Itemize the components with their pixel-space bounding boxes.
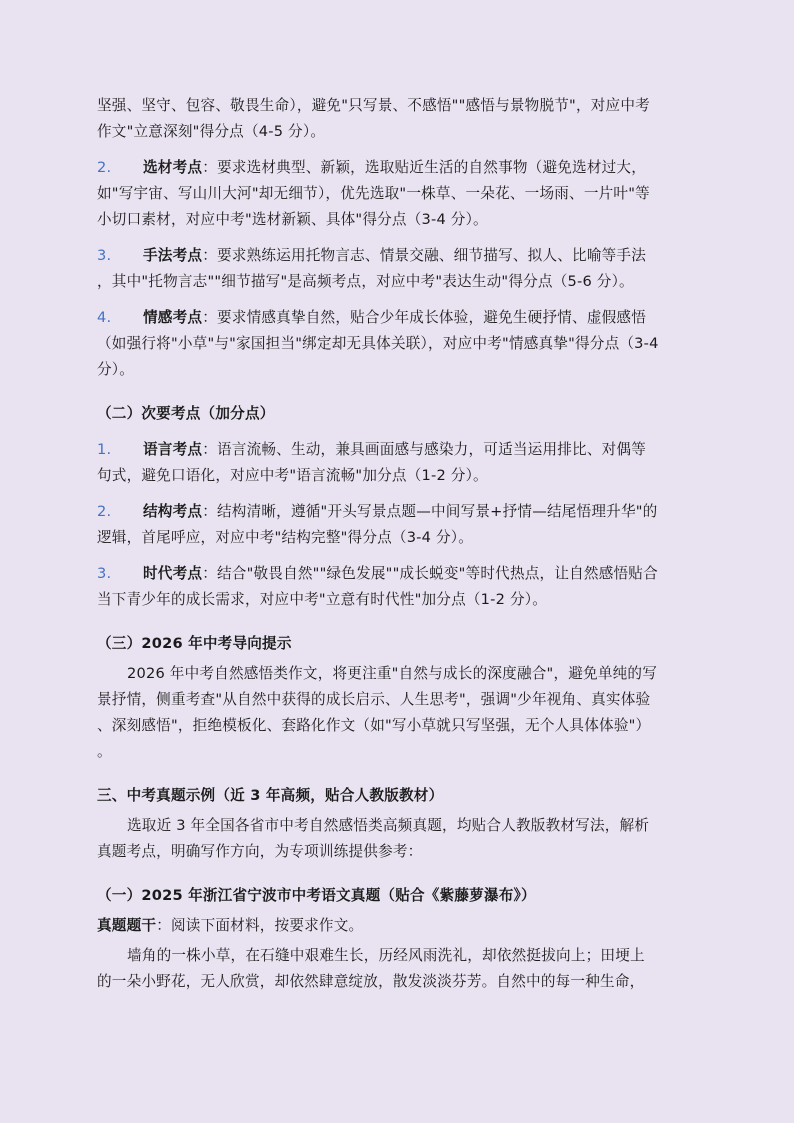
text-line: 句式，避免口语化，对应中考"语言流畅"加分点（1-2 分）。 [97, 467, 488, 484]
text-line: 选取近 3 年全国各省市中考自然感悟类高频真题，均贴合人教版教材写法，解析 [127, 817, 650, 834]
text-line: 如"写宇宙、写山川大河"却无细节），优先选取"一株草、一朵花、一场雨、一片叶"等 [97, 185, 650, 202]
section-heading: （三）2026 年中考导向提示 [97, 635, 292, 652]
text-line: 当下青少年的成长需求，对应中考"立意有时代性"加分点（1-2 分）。 [97, 591, 548, 608]
list-number: 3. [97, 565, 112, 582]
item-text: ：结合"敬畏自然""绿色发展""成长蜕变"等时代热点，让自然感悟贴合 [202, 565, 658, 582]
list-number: 1. [97, 441, 112, 458]
item-title: 时代考点 [143, 565, 203, 582]
text-line: 景抒情，侧重考查"从自然中获得的成长启示、人生思考"，强调"少年视角、真实体验 [97, 691, 651, 708]
list-number: 2. [97, 503, 112, 520]
text-line: 小切口素材，对应中考"选材新颖、具体"得分点（3-4 分）。 [97, 211, 488, 228]
item-text: ：结构清晰，遵循"开头写景点题—中间写景+抒情—结尾悟理升华"的 [202, 503, 658, 520]
material-paragraph [97, 943, 699, 995]
text-line: 逻辑，首尾呼应，对应中考"结构完整"得分点（3-4 分）。 [97, 529, 474, 546]
text-line: 作文"立意深刻"得分点（4-5 分）。 [97, 123, 326, 140]
item-title: 选材考点 [143, 159, 203, 176]
item-title: 手法考点 [143, 247, 203, 264]
item-text: ：要求熟练运用托物言志、情景交融、细节描写、拟人、比喻等手法 [202, 247, 647, 264]
item-text: ：要求情感真挚自然，贴合少年成长体验，避免生硬抒情、虚假感悟 [202, 309, 647, 326]
text-line: 坚强、坚守、包容、敬畏生命），避免"只写景、不感悟""感悟与景物脱节"，对应中考 [97, 97, 650, 114]
text-line: 真题考点，明确写作方向，为专项训练提供参考： [97, 843, 423, 860]
chapter-heading: 三、中考真题示例（近 3 年高频，贴合人教版教材） [97, 787, 444, 804]
main-item-3 [97, 243, 699, 295]
text-line: 2026 年中考自然感悟类作文，将更注重"自然与成长的深度融合"，避免单纯的写 [127, 665, 658, 682]
list-number: 2. [97, 159, 112, 176]
text-line: 。 [97, 743, 112, 760]
secondary-item-2 [97, 499, 699, 551]
guidance-paragraph [97, 661, 699, 765]
text-line: ，其中"托物言志""细节描写"是高频考点，对应中考"表达生动"得分点（5-6 分）。 [97, 273, 634, 290]
item-title: 结构考点 [143, 503, 203, 520]
text-line: 墙角的一株小草，在石缝中艰难生长，历经风雨洗礼，却依然挺拔向上；田埂上 [127, 947, 645, 964]
text-line: 分）。 [97, 361, 135, 378]
secondary-item-1 [97, 437, 699, 489]
stem-label: 真题题干 [97, 917, 157, 934]
text-line: 、深刻感悟"，拒绝模板化、套路化作文（如"写小草就只写坚强，无个人具体体验"） [97, 717, 651, 734]
list-number: 4. [97, 309, 112, 326]
item-title: 情感考点 [143, 309, 203, 326]
paragraph-continuation [97, 93, 699, 145]
stem-text: ：阅读下面材料，按要求作文。 [156, 917, 364, 934]
main-item-2 [97, 155, 699, 233]
list-number: 3. [97, 247, 112, 264]
section-heading: （二）次要考点（加分点） [97, 405, 275, 422]
text-line: （如强行将"小草"与"家国担当"绑定却无具体关联），对应中考"情感真挚"得分点（3-4 [97, 335, 659, 352]
item-title: 语言考点 [143, 441, 203, 458]
intro-paragraph [97, 813, 699, 865]
item-text: ：要求选材典型、新颖，选取贴近生活的自然事物（避免选材过大， [202, 159, 647, 176]
item-text: ：语言流畅、生动，兼具画面感与感染力，可适当运用排比、对偶等 [202, 441, 647, 458]
main-item-4 [97, 305, 699, 383]
secondary-item-3 [97, 561, 699, 613]
text-line: 的一朵小野花，无人欣赏，却依然肆意绽放，散发淡淡芬芳。自然中的每一种生命， [97, 973, 645, 990]
sub-heading: （一）2025 年浙江省宁波市中考语文真题（贴合《紫藤萝瀑布》） [97, 887, 536, 904]
